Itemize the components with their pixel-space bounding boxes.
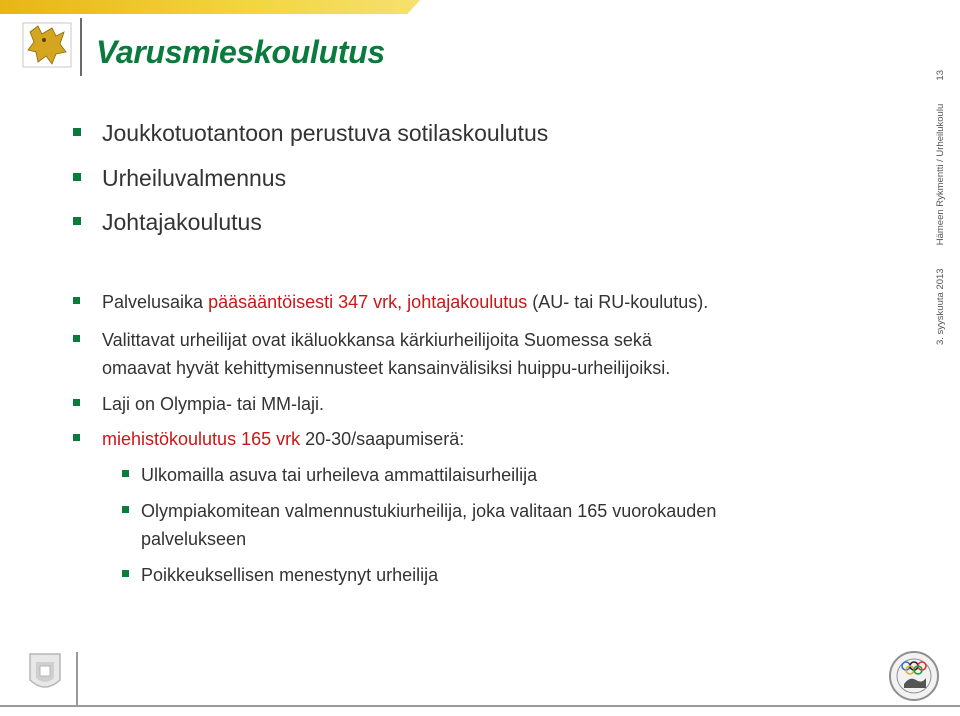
bullet-text: Johtajakoulutus xyxy=(102,209,262,235)
bullet-olympic-sport xyxy=(73,390,324,418)
bullet-marker xyxy=(122,570,129,577)
vertical-footer xyxy=(935,70,949,345)
bullet-leadership-training xyxy=(73,209,262,236)
bullet-text: miehistökoulutus 165 vrk 20-30/saapumiserä: xyxy=(102,429,465,449)
bullet-military-training xyxy=(73,120,548,147)
sub-bullet-abroad xyxy=(122,461,537,489)
highlight-text: pääsääntöisesti 347 vrk, johtajakoulutus xyxy=(208,292,528,312)
bullet-marker xyxy=(122,506,129,513)
footer-org: Hämeen Rykmentti / Urheilukoulu xyxy=(935,103,946,246)
bullet-athletes xyxy=(73,326,670,382)
bullet-marker xyxy=(73,217,81,225)
top-accent-bar xyxy=(0,0,420,14)
title-divider xyxy=(80,18,82,76)
bullet-text: Urheiluvalmennus xyxy=(102,165,287,191)
bottom-divider xyxy=(76,652,78,706)
bullet-text: Ulkomailla asuva tai urheileva ammattilaisurheilija xyxy=(141,465,538,485)
sports-school-seal-icon xyxy=(888,650,940,702)
sub-bullet-exceptional xyxy=(122,561,438,589)
bullet-marker xyxy=(73,173,81,181)
bullet-service-time xyxy=(73,288,708,316)
bullet-basic-training xyxy=(73,425,464,453)
bullet-marker xyxy=(122,470,129,477)
bullet-marker xyxy=(73,434,80,441)
bullet-marker xyxy=(73,297,80,304)
bullet-marker xyxy=(73,335,80,342)
highlight-text: miehistökoulutus 165 vrk xyxy=(102,429,301,449)
regiment-crest-logo xyxy=(22,22,72,68)
bullet-text: Olympiakomitean valmennustukiurheilija, joka valitaan 165 vuorokauden palvelukseen xyxy=(141,501,717,549)
bullet-text: Laji on Olympia- tai MM-laji. xyxy=(102,394,325,414)
footer-date: 3. syyskuuta 2013 xyxy=(935,268,946,345)
defence-forces-emblem-icon xyxy=(26,650,64,696)
bullet-text: Valittavat urheilijat ovat ikäluokkansa kärkiurheilijoita Suomessa sekä omaavat hyvät kehittymisennusteet kansainvälisiksi huippu-urheilijoiksi. xyxy=(102,330,671,378)
bullet-text: Poikkeuksellisen menestynyt urheilija xyxy=(141,565,439,585)
sub-bullet-olympic-committee xyxy=(122,497,716,553)
slide-title: Varusmieskoulutus xyxy=(96,34,385,70)
bullet-text: Joukkotuotantoon perustuva sotilaskoulutus xyxy=(102,120,549,146)
bullet-marker xyxy=(73,399,80,406)
bullet-marker xyxy=(73,128,81,136)
bottom-rule xyxy=(0,705,960,707)
page-number: 13 xyxy=(935,70,946,81)
bullet-text: Palvelusaika pääsääntöisesti 347 vrk, johtajakoulutus (AU- tai RU-koulutus). xyxy=(102,292,709,312)
bullet-sports-coaching xyxy=(73,165,286,192)
